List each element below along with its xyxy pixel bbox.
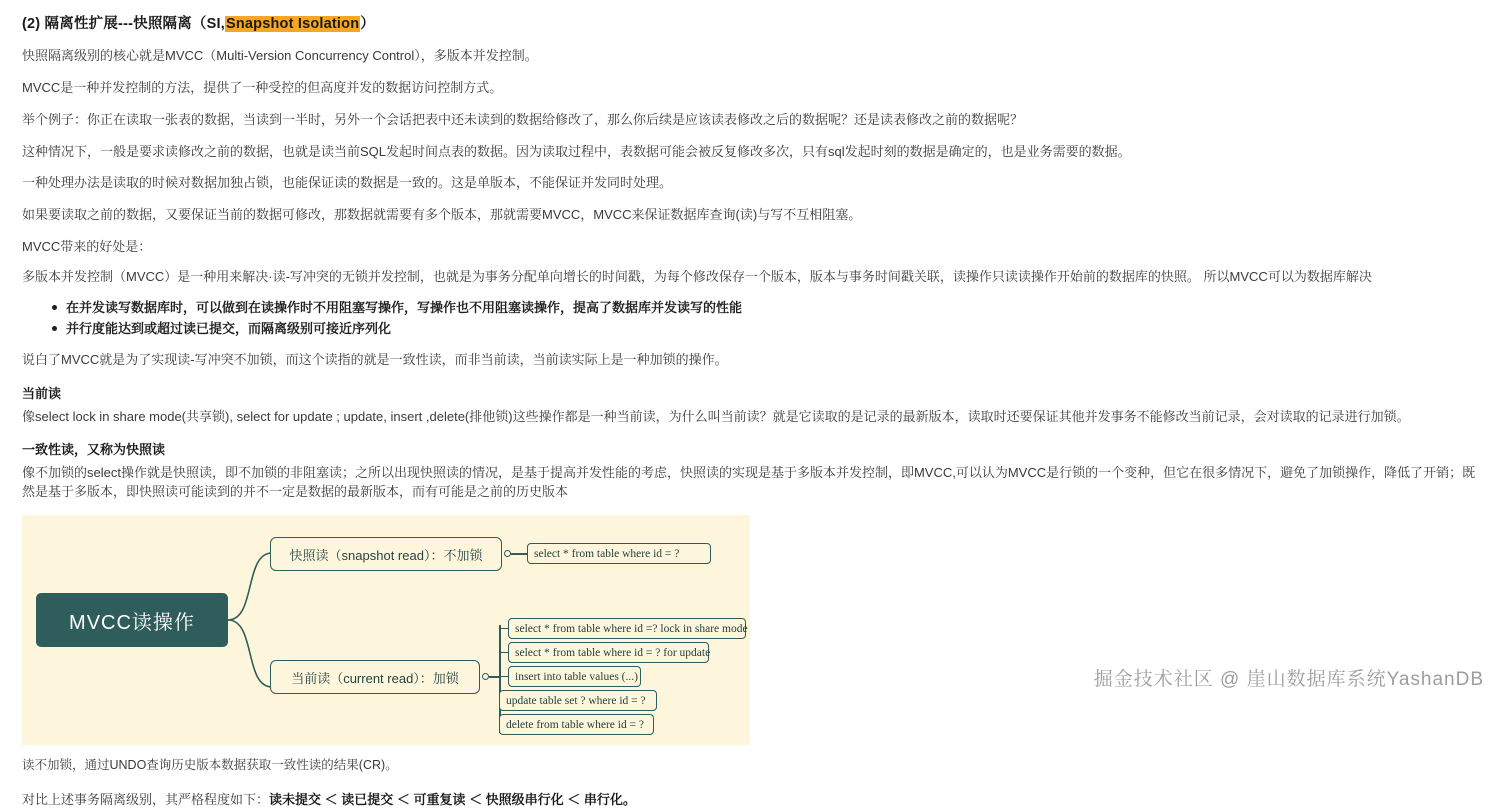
diagram-sql-statement: select * from table where id = ? — [527, 543, 711, 564]
heading-highlight: Snapshot Isolation — [225, 16, 360, 32]
watermark: 掘金技术社区 @ 崖山数据库系统YashanDB — [1093, 669, 1484, 690]
section-title-current-read: 当前读 — [22, 385, 62, 401]
diagram-sql-statement: update table set ? where id = ? — [499, 690, 657, 711]
mvcc-diagram — [22, 515, 750, 745]
conclusion — [22, 789, 1488, 808]
heading-prefix: (2) 隔离性扩展---快照隔离（SI, — [22, 16, 225, 32]
list-item: 在并发读写数据库时，可以做到在读操作时不用阻塞写操作，写操作也不用阻塞读操作，提高了数据库并发读写的性能 — [66, 298, 1488, 318]
diagram-node-snapshot-read: 快照读（snapshot read）：不加锁 — [270, 537, 502, 571]
list-item: 并行度能达到或超过读已提交，而隔离级别可接近序列化 — [66, 319, 1488, 339]
paragraph: 这种情况下，一般是要求读修改之前的数据，也就是读当前SQL发起时间点表的数据。因为读取过程中，表数据可能会被反复修改多次，只有sql发起时刻的数据是确定的，也是业务需要的数据。 — [22, 143, 1131, 159]
paragraph: 像不加锁的select操作就是快照读，即不加锁的非阻塞读；之所以出现快照读的情况，是基于提高并发性能的考虑，快照读的实现是基于多版本并发控制，即MVCC,可以认为MVCC是行锁的一个变种，但它在很多情况下，避免了加锁操作，降低了开销；既然是基于多版本，即快照读可能读到的并不一定是数据的最新版本，而有可能是之前的历史版本 — [22, 465, 1476, 500]
diagram-connector-dot — [482, 673, 489, 680]
diagram-root-node: MVCC读操作 — [36, 593, 228, 647]
diagram-connector-line — [499, 652, 508, 653]
conclusion-bold: 读未提交 ＜ 读已提交 ＜ 可重复读 ＜ 快照级串行化 ＜ 串行化。 — [269, 792, 636, 808]
paragraph: 多版本并发控制（MVCC）是一种用来解决·读-写冲突的无锁并发控制，也就是为事务分配单向增长的时间戳，为每个修改保存一个版本，版本与事务时间戳关联，读操作只读读操作开始前的数据库的快照。 所以MVCC可以为数据库解决 — [22, 268, 1372, 284]
conclusion-prefix: 对比上述事务隔离级别，其严格程度如下： — [22, 792, 270, 808]
diagram-connector-line — [499, 676, 508, 677]
paragraph: 如果要读取之前的数据，又要保证当前的数据可修改，那数据就需要有多个版本，那就需要MVCC，MVCC来保证数据库查询(读)与写不互相阻塞。 — [22, 207, 862, 223]
diagram-sql-statement: select * from table where id = ? for update — [508, 642, 709, 663]
paragraph: 快照隔离级别的核心就是MVCC（Multi-Version Concurrency Control），多版本并发控制。 — [22, 48, 538, 63]
diagram-caption: 读不加锁，通过UNDO查询历史版本数据获取一致性读的结果(CR)。 — [22, 758, 398, 773]
heading-suffix: ） — [360, 16, 375, 32]
paragraph: 说白了MVCC就是为了实现读-写冲突不加锁，而这个读指的就是一致性读，而非当前读，当前读实际上是一种加锁的操作。 — [22, 351, 728, 367]
diagram-sql-statement: delete from table where id = ? — [499, 714, 654, 735]
diagram-node-current-read: 当前读（current read）：加锁 — [270, 660, 480, 694]
diagram-connector-line — [499, 628, 508, 629]
diagram-connector-line — [511, 553, 527, 555]
section-title-consistent-read: 一致性读，又称为快照读 — [22, 442, 166, 458]
page-title — [22, 12, 1488, 33]
benefits-list — [22, 298, 1488, 339]
paragraph: 一种处理办法是读取的时候对数据加独占锁，也能保证读的数据是一致的。这是单版本，不能保证并发同时处理。 — [22, 175, 673, 191]
paragraph: 像select lock in share mode(共享锁), select for update ; update, insert ,delete(排他锁)这些操作都是一种当前读，为什么叫当前读？就是它读取的是记录的最新版本，读取时还要保证其他并发事务不能修改当前记录，会对读取的记录进行加锁。 — [22, 408, 1410, 424]
diagram-connector-dot — [504, 550, 511, 557]
paragraph: MVCC带来的好处是： — [22, 239, 152, 255]
paragraph: MVCC是一种并发控制的方法，提供了一种受控的但高度并发的数据访问控制方式。 — [22, 79, 503, 95]
diagram-sql-statement: select * from table where id =? lock in share mode — [508, 618, 746, 639]
diagram-sql-statement: insert into table values (...) — [508, 666, 641, 687]
paragraph: 举个例子：你正在读取一张表的数据，当读到一半时，另外一个会话把表中还未读到的数据给修改了，那么你后续是应该读表修改之后的数据呢？还是读表修改之前的数据呢？ — [22, 111, 1024, 127]
